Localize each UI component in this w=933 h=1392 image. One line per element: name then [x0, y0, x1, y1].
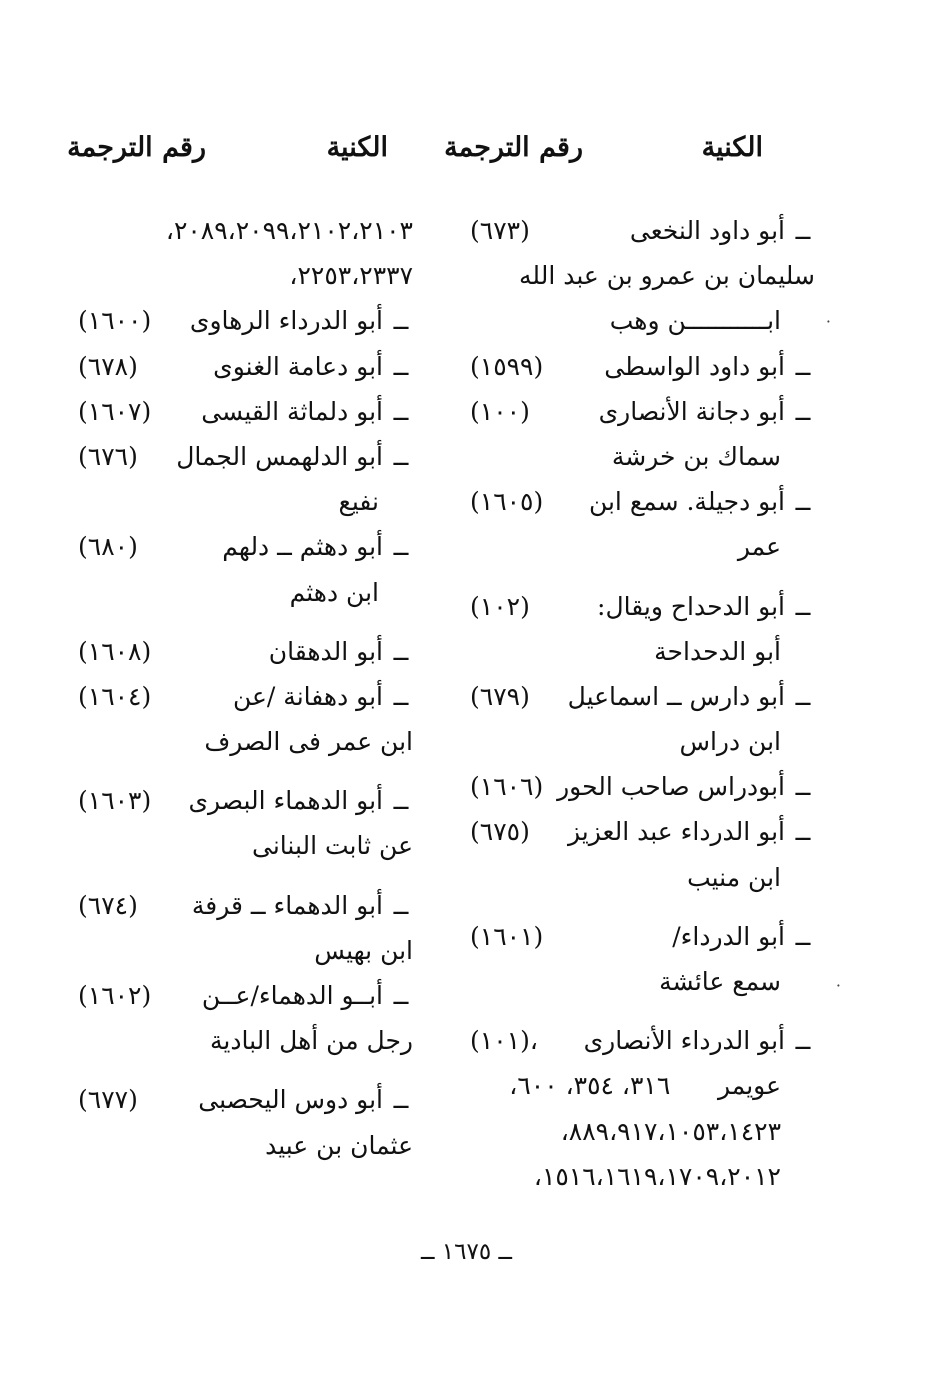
entry-dash: ــ: [795, 351, 811, 381]
page-number: ــ ١٦٧٥ ــ: [420, 1239, 512, 1265]
entry-dash: ــ: [393, 636, 409, 666]
entry-detail: عثمان بن عبيد: [265, 1130, 413, 1160]
entry-kunya: أبــو الدهماء/عــن: [201, 981, 383, 1010]
entry: [78, 344, 413, 389]
entry-dash: ــ: [393, 532, 409, 562]
entry-number: (١٦٠٦): [470, 772, 544, 802]
entry-kunya: أبو الدلهمس الجمال: [176, 441, 383, 471]
entry-kunya: أبو دعامة الغنوى: [213, 351, 383, 381]
entry-kunya: أبو الدحداح ويقال:: [597, 591, 785, 621]
entry-dash: ــ: [393, 681, 409, 711]
entry-detail: ابن منيب: [687, 862, 781, 892]
margin-mark: ·: [835, 976, 841, 995]
entry: [78, 434, 413, 479]
spacer: [470, 570, 815, 584]
entry-number: (١٦٠٨): [78, 636, 152, 666]
entry-number: (٦٧٩): [470, 681, 530, 711]
entry-detail: أبو الدحداحة: [654, 636, 781, 666]
entry: [78, 629, 413, 674]
header-left-number: رقم الترجمة: [67, 132, 206, 163]
entry-kunya: أبو الدهماء البصرى: [188, 786, 383, 816]
entry: [78, 524, 413, 569]
entry-number: (١٦٠١): [470, 921, 544, 951]
entry-kunya: أبو دهفانة /عن: [232, 681, 383, 711]
entry-number: (٦٧٨): [78, 351, 138, 381]
header-left-kunya: الكنية: [326, 132, 388, 163]
entry-kunya: أبو الدهقان: [268, 636, 383, 666]
spacer: [78, 764, 413, 778]
entry: [78, 674, 413, 719]
entry-dash: ــ: [393, 306, 409, 336]
entry-number: (١٦٠٤): [78, 681, 152, 711]
entry-number: (١٦٠٣): [78, 786, 152, 816]
entry-number: (٦٧٤): [78, 890, 138, 920]
entry-kunya: أبو دجانة الأنصارى: [598, 396, 785, 426]
left-column: [78, 208, 413, 1168]
entry-dash: ــ: [393, 890, 409, 920]
entry-detail: ابن بهيس: [314, 935, 413, 965]
entry-detail: ابن عمر فى الصرف: [204, 727, 413, 757]
entry: [78, 298, 413, 343]
entry-dash: ــ: [795, 216, 811, 245]
entry-dash: ــ: [393, 1085, 409, 1115]
entry-detail: ابن دهثم: [289, 577, 379, 607]
entry-number: (٦٨٠): [78, 532, 138, 562]
continuation-line: ٢٢٥٣،٢٣٣٧،: [289, 261, 413, 291]
entry: [470, 389, 815, 434]
entry: [78, 1077, 413, 1122]
entry-kunya: أبو الدرداء عبد العزيز: [567, 817, 785, 847]
entry-detail: نفيع: [338, 487, 379, 517]
entry-dash: ــ: [393, 351, 409, 381]
entry-dash: ــ: [795, 1026, 811, 1056]
spacer: [78, 615, 413, 629]
entry-kunya: أبو الدرداء/: [672, 921, 785, 951]
entry-detail: ابن دراس: [679, 727, 781, 757]
entry-kunya: أبو الدرداء الأنصارى: [583, 1026, 785, 1056]
entry-detail: عمر: [737, 532, 781, 562]
continuation-line: ٢٠٨٩،٢٠٩٩،٢١٠٢،٢١٠٣،: [165, 216, 413, 245]
entry: [470, 344, 815, 389]
entry-dash: ــ: [795, 817, 811, 847]
entry: [470, 764, 815, 809]
entry-kunya: أبو دجيلة. سمع ابن: [588, 487, 785, 517]
spacer: [470, 1004, 815, 1018]
entry-number: (١٥٩٩): [470, 351, 544, 381]
entry-dash: ــ: [795, 772, 811, 802]
entry-number: (١٠٠): [470, 396, 530, 426]
entry-dash: ــ: [795, 921, 811, 951]
right-column: [470, 208, 815, 1199]
entry-number: (١٦٠٠): [78, 306, 152, 336]
entry: [470, 1018, 815, 1063]
entry-detail: ١٥١٦،١٦١٩،١٧٠٩،٢٠١٢،: [533, 1161, 781, 1191]
entry-kunya: أبو داود النخعى: [629, 216, 785, 245]
entry: [470, 584, 815, 629]
entry-number: (١٠٢): [470, 591, 530, 621]
entry-kunya: أبو دارس ــ اسماعيل: [567, 681, 785, 711]
entry-number: (١٦٠٧): [78, 396, 152, 426]
entry-detail: عن ثابت البنانى: [252, 831, 413, 861]
entry-dash: ــ: [393, 441, 409, 471]
spacer: [470, 900, 815, 914]
entry-dash: ــ: [795, 681, 811, 711]
entry-number: (١٦٠٥): [470, 487, 544, 517]
entry: [470, 914, 815, 959]
entry-kunya: أبو دهثم ــ دلهم: [222, 532, 383, 562]
entry-detail: سماك بن خرشة: [611, 441, 781, 471]
entry-dash: ــ: [393, 981, 409, 1010]
entry: [78, 389, 413, 434]
entry-kunya: أبو الدرداء الرهاوى: [189, 306, 383, 336]
entry-detail: سمع عائشة: [659, 967, 781, 996]
header-right-kunya: الكنية: [701, 132, 763, 163]
entry-number: (١٠١)،: [470, 1026, 538, 1056]
entry-dash: ــ: [393, 786, 409, 816]
spacer: [78, 1063, 413, 1077]
entry: [78, 778, 413, 823]
entry-number: (٦٧٧): [78, 1085, 138, 1115]
entry-number: (٦٧٦): [78, 441, 138, 471]
entry-detail: رجل من أهل البادية: [209, 1026, 413, 1056]
margin-mark: ·: [825, 312, 831, 331]
entry: [78, 883, 413, 928]
entry-kunya: أبو دلماثة القيسى: [201, 396, 383, 426]
entry-kunya: أبو دوس اليحصبى: [198, 1085, 383, 1115]
entry-detail: ٨٨٩،٩١٧،١٠٥٣،١٤٢٣،: [560, 1116, 781, 1146]
entry-kunya: أبو الدهماء ــ قرفة: [191, 890, 383, 920]
entry-number: (١٦٠٢): [78, 981, 152, 1010]
entry: [78, 973, 413, 1018]
entry: [470, 479, 815, 524]
entry-kunya: أبو داود الواسطى: [604, 351, 785, 381]
entry: [470, 674, 815, 719]
entry-dash: ــ: [795, 487, 811, 517]
entry: [470, 208, 815, 253]
entry-detail: ابـــــــــــن وهب: [609, 306, 781, 336]
entry-kunya: أبودراس صاحب الحور: [557, 772, 785, 802]
header-right-number: رقم الترجمة: [444, 132, 583, 163]
entry-number: (٦٧٥): [470, 817, 530, 847]
entry-detail: عويمر ٣١٦، ٣٥٤، ٦٠٠،: [509, 1071, 781, 1101]
entry-dash: ــ: [795, 591, 811, 621]
entry-dash: ــ: [795, 396, 811, 426]
entry-detail: سليمان بن عمرو بن عبد الله: [519, 261, 815, 291]
entry: [470, 809, 815, 854]
entry-number: (٦٧٣): [470, 216, 530, 245]
spacer: [78, 869, 413, 883]
entry-dash: ــ: [393, 396, 409, 426]
